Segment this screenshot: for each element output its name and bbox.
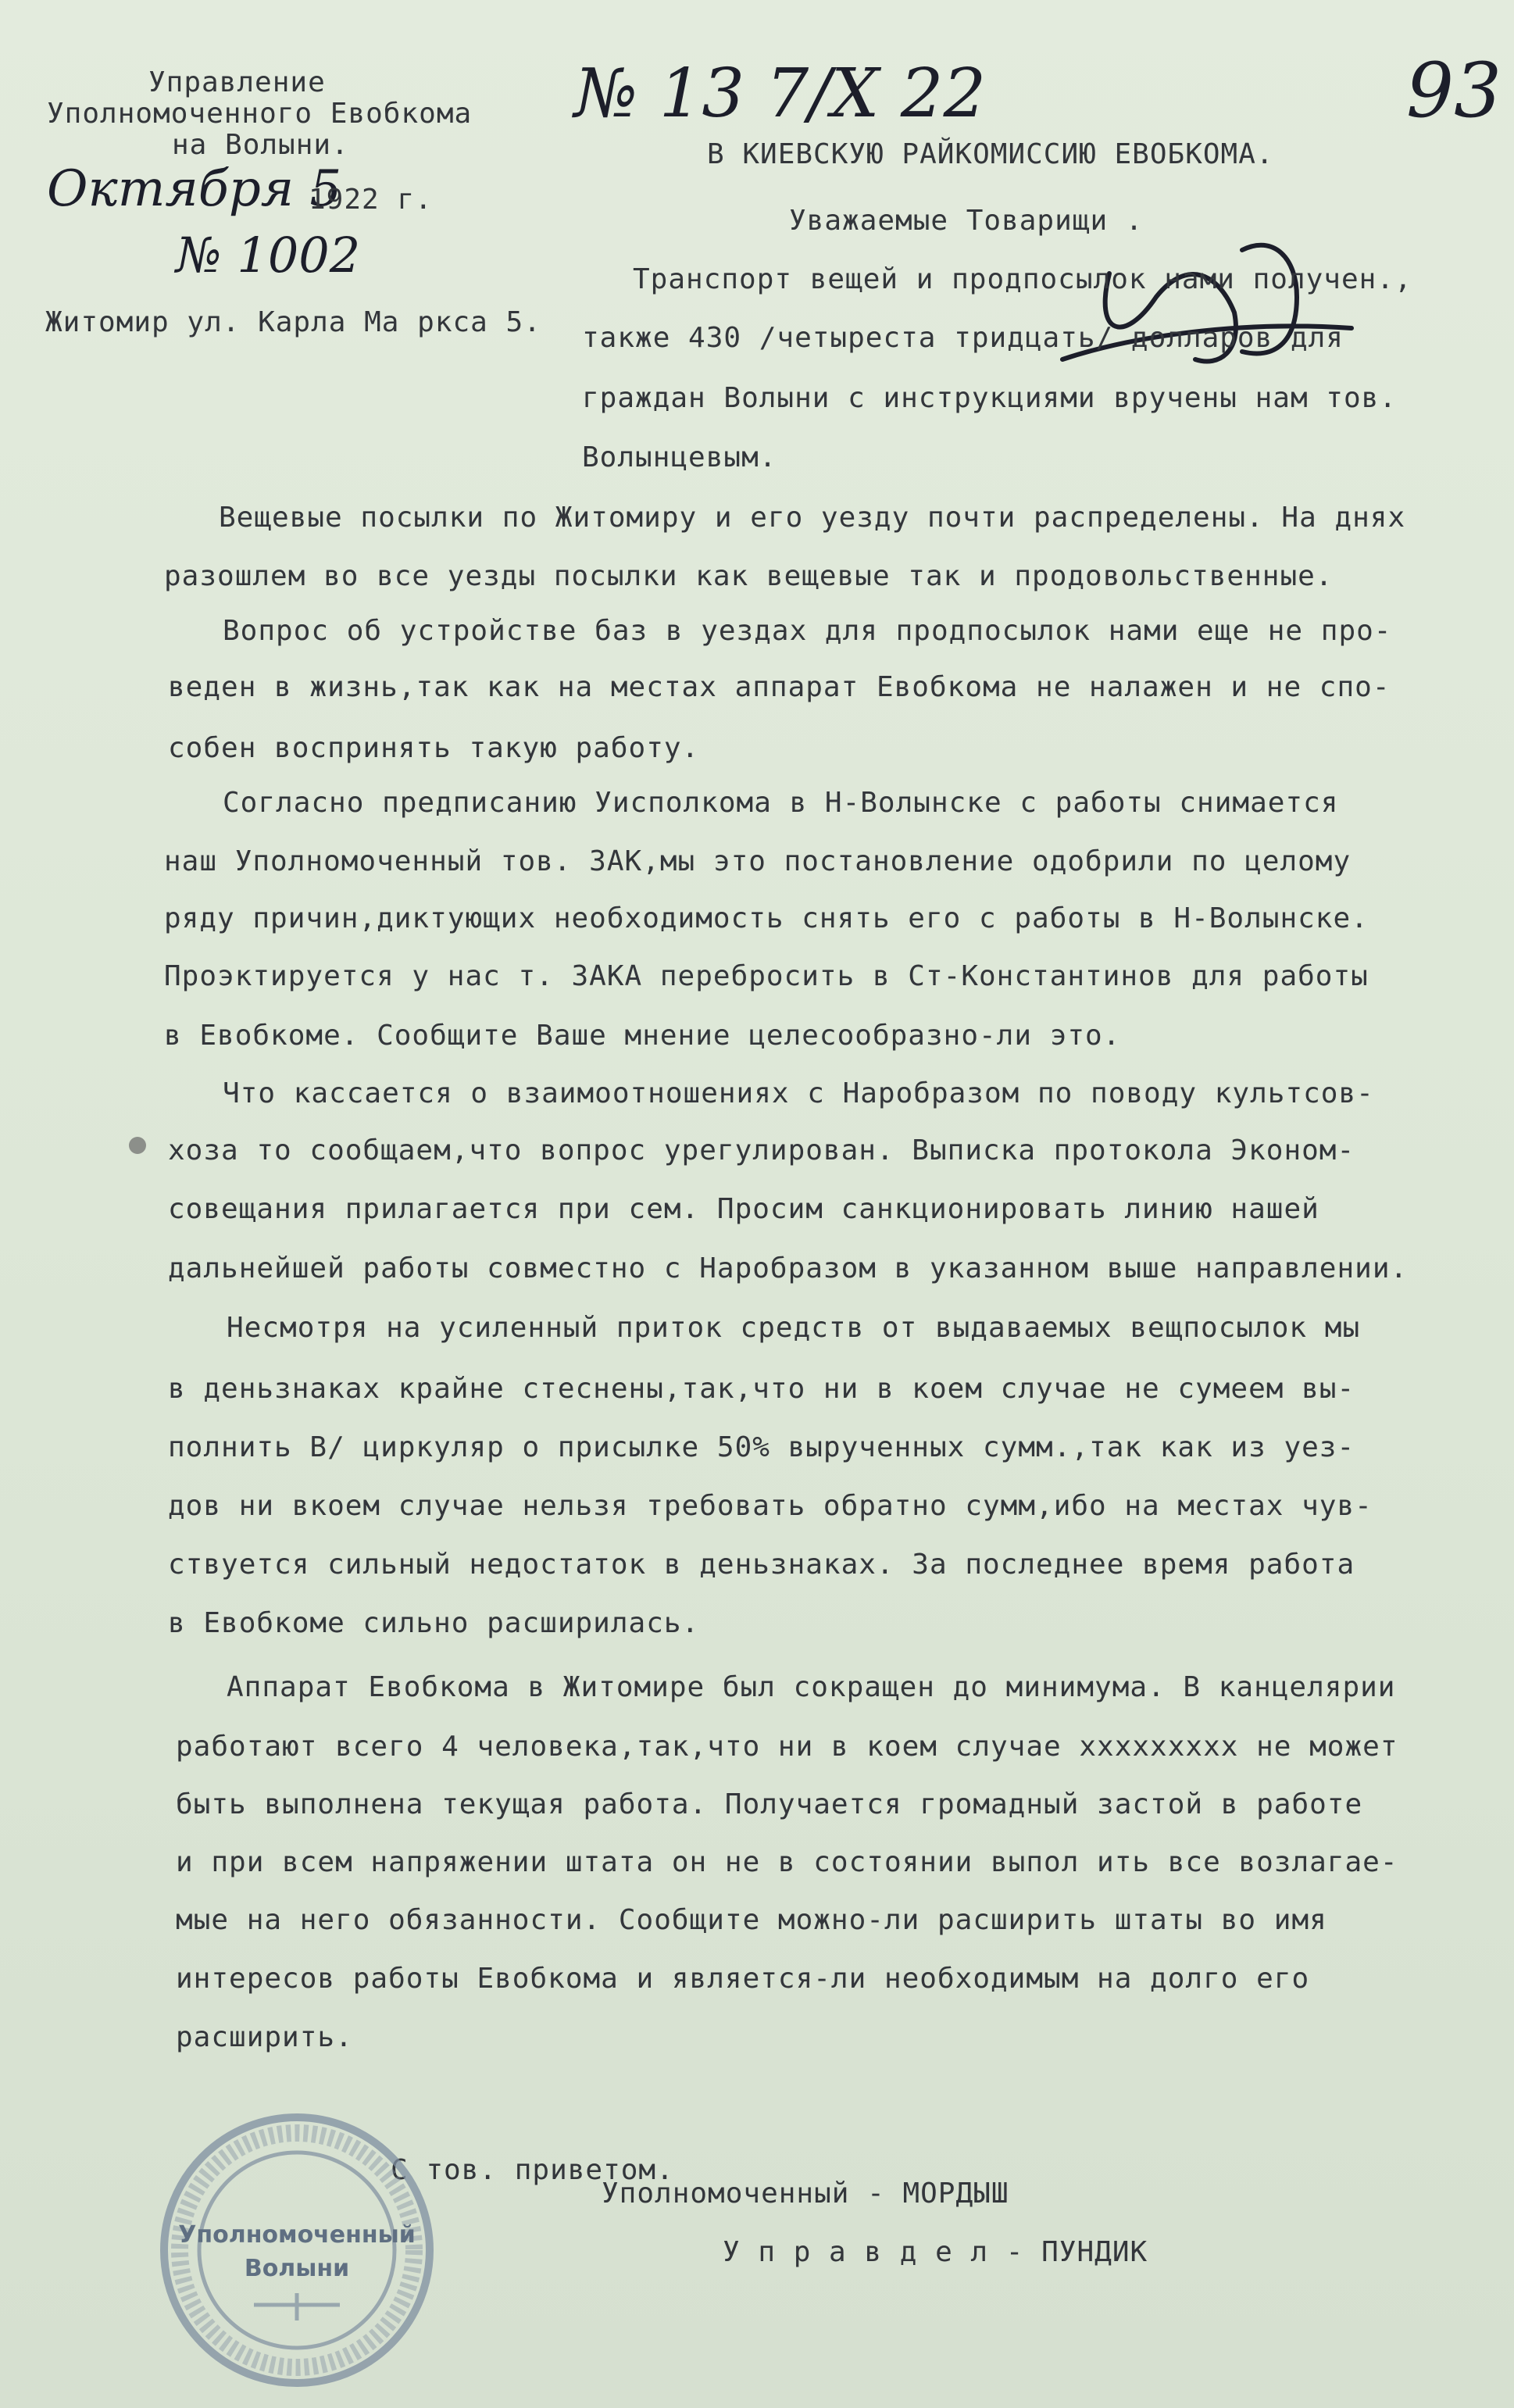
body-line: в Евобкоме сильно расширилась.: [168, 1607, 700, 1639]
body-line: собен воспринять такую работу.: [168, 732, 700, 764]
org-line-2: Уполномоченного Евобкома: [47, 98, 473, 130]
date-year: 1922 г.: [309, 184, 433, 216]
address-line: Житомир ул. Карла Ма ркса 5.: [45, 306, 541, 338]
body-line: Несмотря на усиленный приток средств от выдаваемых вещпосылок мы: [227, 1312, 1361, 1344]
body-line: Вещевые посылки по Житомиру и его уезду почти распределены. На днях: [219, 502, 1406, 534]
body-line: наш Уполномоченный тов. ЗАК,мы это постановление одобрили по целому: [164, 845, 1352, 877]
punch-hole: [129, 1137, 146, 1154]
body-line: Волынцевым.: [582, 441, 777, 473]
body-line: Вопрос об устройстве баз в уездах для продпосылок нами еще не про-: [223, 615, 1392, 647]
stamp-center-text: Уполномоченный: [178, 2221, 416, 2249]
body-line: ствуется сильный недостаток в деньзнаках. За последнее время работа: [168, 1549, 1355, 1581]
closing: С тов. приветом.: [391, 2154, 674, 2186]
handwritten-resolution: [1039, 203, 1367, 391]
body-line: веден в жизнь,так как на местах аппарат Евобкома не налажен и не спо-: [168, 671, 1391, 703]
addressee: В КИЕВСКУЮ РАЙКОМИССИЮ ЕВОБКОМА.: [707, 138, 1274, 170]
body-line: граждан Волыни с инструкциями вручены нам тов.: [582, 382, 1397, 414]
body-line: интересов работы Евобкома и является-ли необходимым на долго его: [176, 1963, 1310, 1995]
body-line: Проэктируется у нас т. ЗАКА перебросить в Ст-Константинов для работы: [164, 960, 1369, 992]
stamp-sub-text: Волыни: [244, 2255, 350, 2282]
body-line: Согласно предписанию Уисполкома в Н-Волынске с работы снимается: [223, 787, 1339, 819]
org-line-1: Управление: [148, 66, 326, 98]
body-line: Аппарат Евобкома в Житомире был сокращен до минимума. В канцелярии: [227, 1671, 1396, 1703]
body-line: и при всем напряжении штата он не в состоянии выпол ить все возлагае-: [176, 1846, 1398, 1878]
incoming-mark: № 13 7/X 22: [574, 55, 987, 133]
round-stamp: [152, 2106, 441, 2395]
body-line: разошлем во все уезды посылки как вещевые так и продовольственные.: [164, 560, 1334, 592]
body-line: ряду причин,диктующих необходимость снять его с работы в Н-Волынске.: [164, 902, 1369, 934]
body-line: мые на него обязанности. Сообщите можно-ли расширить штаты во имя: [176, 1904, 1327, 1936]
body-line: также 430 /четыреста тридцать/ долларов для: [582, 322, 1344, 354]
corner-page-number: 93: [1406, 47, 1502, 134]
body-line: дов ни вкоем случае нельзя требовать обратно сумм,ибо на местах чув-: [168, 1490, 1373, 1522]
handwritten-date: Октября 5: [47, 160, 342, 218]
body-line: работают всего 4 человека,так,что ни в коем случае xxxxxxxxx не может: [176, 1731, 1398, 1763]
signature-manager: У п р а в д е л - ПУНДИК: [723, 2236, 1148, 2268]
body-line: в деньзнаках крайне стеснены,так,что ни в коем случае не сумеем вы-: [168, 1373, 1355, 1405]
salutation: Уважаемые Товарищи .: [789, 205, 1144, 237]
body-line: полнить В/ циркуляр о присылке 50% вырученных сумм.,так как из уез-: [168, 1431, 1355, 1463]
handwritten-number: № 1002: [176, 227, 361, 284]
org-line-3: на Волыни.: [172, 129, 349, 161]
signature-authorized: Уполномоченный - МОРДЫШ: [602, 2178, 1009, 2210]
body-line: совещания прилагается при сем. Просим санкционировать линию нашей: [168, 1193, 1319, 1225]
body-line: Что кассается о взаимоотношениях с Наробразом по поводу культсов-: [223, 1077, 1374, 1109]
body-line: быть выполнена текущая работа. Получается громадный застой в работе: [176, 1788, 1363, 1820]
body-line: дальнейшей работы совместно с Наробразом в указанном выше направлении.: [168, 1252, 1409, 1284]
body-line: в Евобкоме. Сообщите Ваше мнение целесообразно-ли это.: [164, 1020, 1121, 1052]
body-line: расширить.: [176, 2021, 353, 2053]
body-line: хоза то сообщаем,что вопрос урегулирован. Выписка протокола Эконом-: [168, 1134, 1355, 1166]
body-line: Транспорт вещей и продпосылок нами получен.,: [633, 263, 1412, 295]
